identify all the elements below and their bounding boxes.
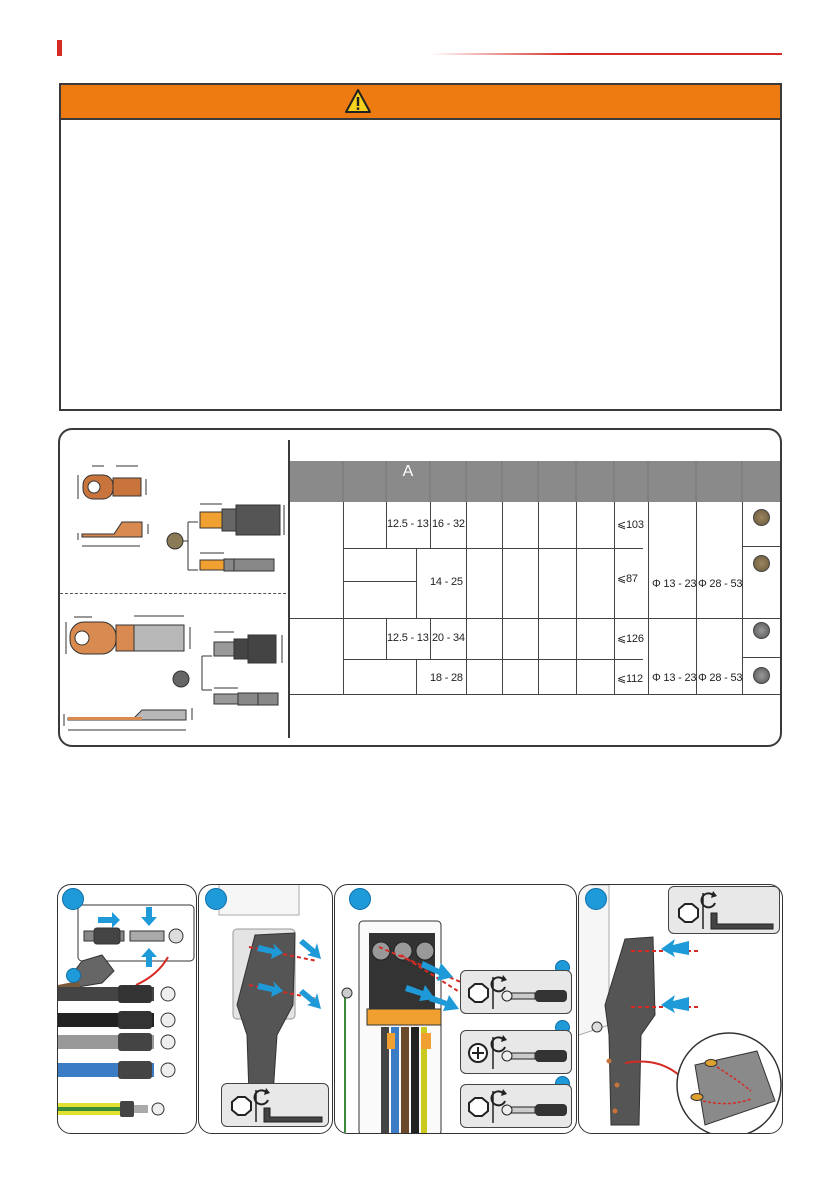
table-cell: 20 - 34 — [432, 632, 465, 644]
aluminium-strand-icon — [173, 671, 189, 687]
table-cell: ⩽126 — [617, 633, 644, 645]
table-header-symbol: A — [402, 463, 414, 480]
hex-nut-icon — [469, 1098, 488, 1116]
step-panel-1 — [57, 884, 197, 1134]
grid-line — [290, 694, 780, 695]
step-3-marker — [349, 888, 371, 910]
table-cell: Φ 13 - 23 — [652, 672, 697, 684]
warning-header-bar — [61, 85, 780, 120]
grid-line — [416, 548, 417, 618]
arrow-icon — [299, 989, 321, 1009]
tool-box-hex-key-2 — [668, 886, 780, 934]
table-header-dividers — [290, 461, 780, 502]
grid-line — [742, 657, 780, 658]
copper-lug-side-diagram — [78, 522, 148, 546]
warning-triangle-icon — [344, 88, 372, 114]
hex-nut-icon — [679, 904, 698, 922]
grid-line — [430, 618, 431, 659]
grid-line — [742, 502, 743, 694]
table-cell: 14 - 25 — [430, 576, 463, 588]
heat-shrink-illustration — [58, 885, 197, 1134]
phillips-screw-icon — [469, 1044, 487, 1062]
grid-line — [290, 618, 780, 619]
aluminium-strand-icon — [753, 667, 770, 684]
table-cell: ⩽103 — [617, 519, 644, 531]
table-cell: Φ 28 - 53 — [698, 578, 743, 590]
al-wire-stripped-diagram — [214, 688, 278, 705]
substep-marker — [66, 968, 81, 983]
grid-line — [343, 502, 344, 694]
tool-box-hex-key — [221, 1083, 329, 1127]
grid-line — [343, 548, 467, 549]
warning-box — [59, 83, 782, 411]
grid-line — [416, 659, 417, 694]
table-cell: 16 - 32 — [432, 518, 465, 530]
step-4-marker — [585, 888, 607, 910]
header-accent-mark — [57, 40, 62, 56]
copper-lug-top-diagram — [78, 466, 146, 499]
hex-key-icon — [264, 1108, 322, 1122]
step-1-marker — [62, 888, 84, 910]
copper-strand-icon — [167, 533, 183, 549]
grid-line — [343, 659, 643, 660]
grid-line — [614, 502, 615, 694]
hex-nut-icon — [232, 1097, 251, 1115]
torque-wrench-icon — [502, 990, 567, 1002]
grid-line — [742, 546, 780, 547]
step-2-marker — [205, 888, 227, 910]
copper-strand-icon — [753, 555, 770, 572]
tool-box-torque-screw — [460, 1030, 572, 1074]
arrow-icon — [661, 995, 689, 1013]
grid-line — [467, 548, 643, 549]
table-cell: ⩽87 — [617, 573, 638, 585]
terminal-diagrams — [62, 442, 288, 738]
aluminium-lug-side-diagram — [64, 708, 192, 730]
aluminium-lug-top-diagram — [66, 616, 190, 654]
arrow-icon — [299, 939, 321, 959]
grid-line — [576, 502, 577, 694]
grid-line — [648, 502, 649, 694]
grid-line — [430, 502, 431, 548]
wire-stripped-diagram — [200, 553, 274, 571]
table-cell: 18 - 28 — [430, 672, 463, 684]
grid-line — [538, 502, 539, 694]
table-cell: 12.5 - 13 — [387, 518, 429, 530]
table-cell: Φ 28 - 53 — [698, 672, 743, 684]
cable-stripped-diagram — [200, 504, 284, 535]
table-cell: 12.5 - 13 — [387, 632, 429, 644]
al-cable-stripped-diagram — [214, 632, 282, 663]
torque-wrench-icon — [502, 1050, 567, 1062]
torque-wrench-icon — [502, 1104, 567, 1116]
grid-line — [502, 502, 503, 694]
aluminium-strand-icon — [753, 622, 770, 639]
header-accent-line — [430, 53, 782, 55]
copper-strand-icon — [753, 509, 770, 526]
tool-box-torque-nut-2 — [460, 1084, 572, 1128]
table-cell: Φ 13 - 23 — [652, 578, 697, 590]
grid-line — [696, 502, 697, 694]
hex-key-icon — [711, 913, 773, 929]
hex-nut-icon — [469, 984, 488, 1002]
grid-line — [466, 502, 467, 694]
table-cell: ⩽112 — [617, 673, 643, 685]
tool-box-torque-nut — [460, 970, 572, 1014]
grid-line — [343, 581, 416, 582]
arrow-icon — [661, 939, 689, 957]
